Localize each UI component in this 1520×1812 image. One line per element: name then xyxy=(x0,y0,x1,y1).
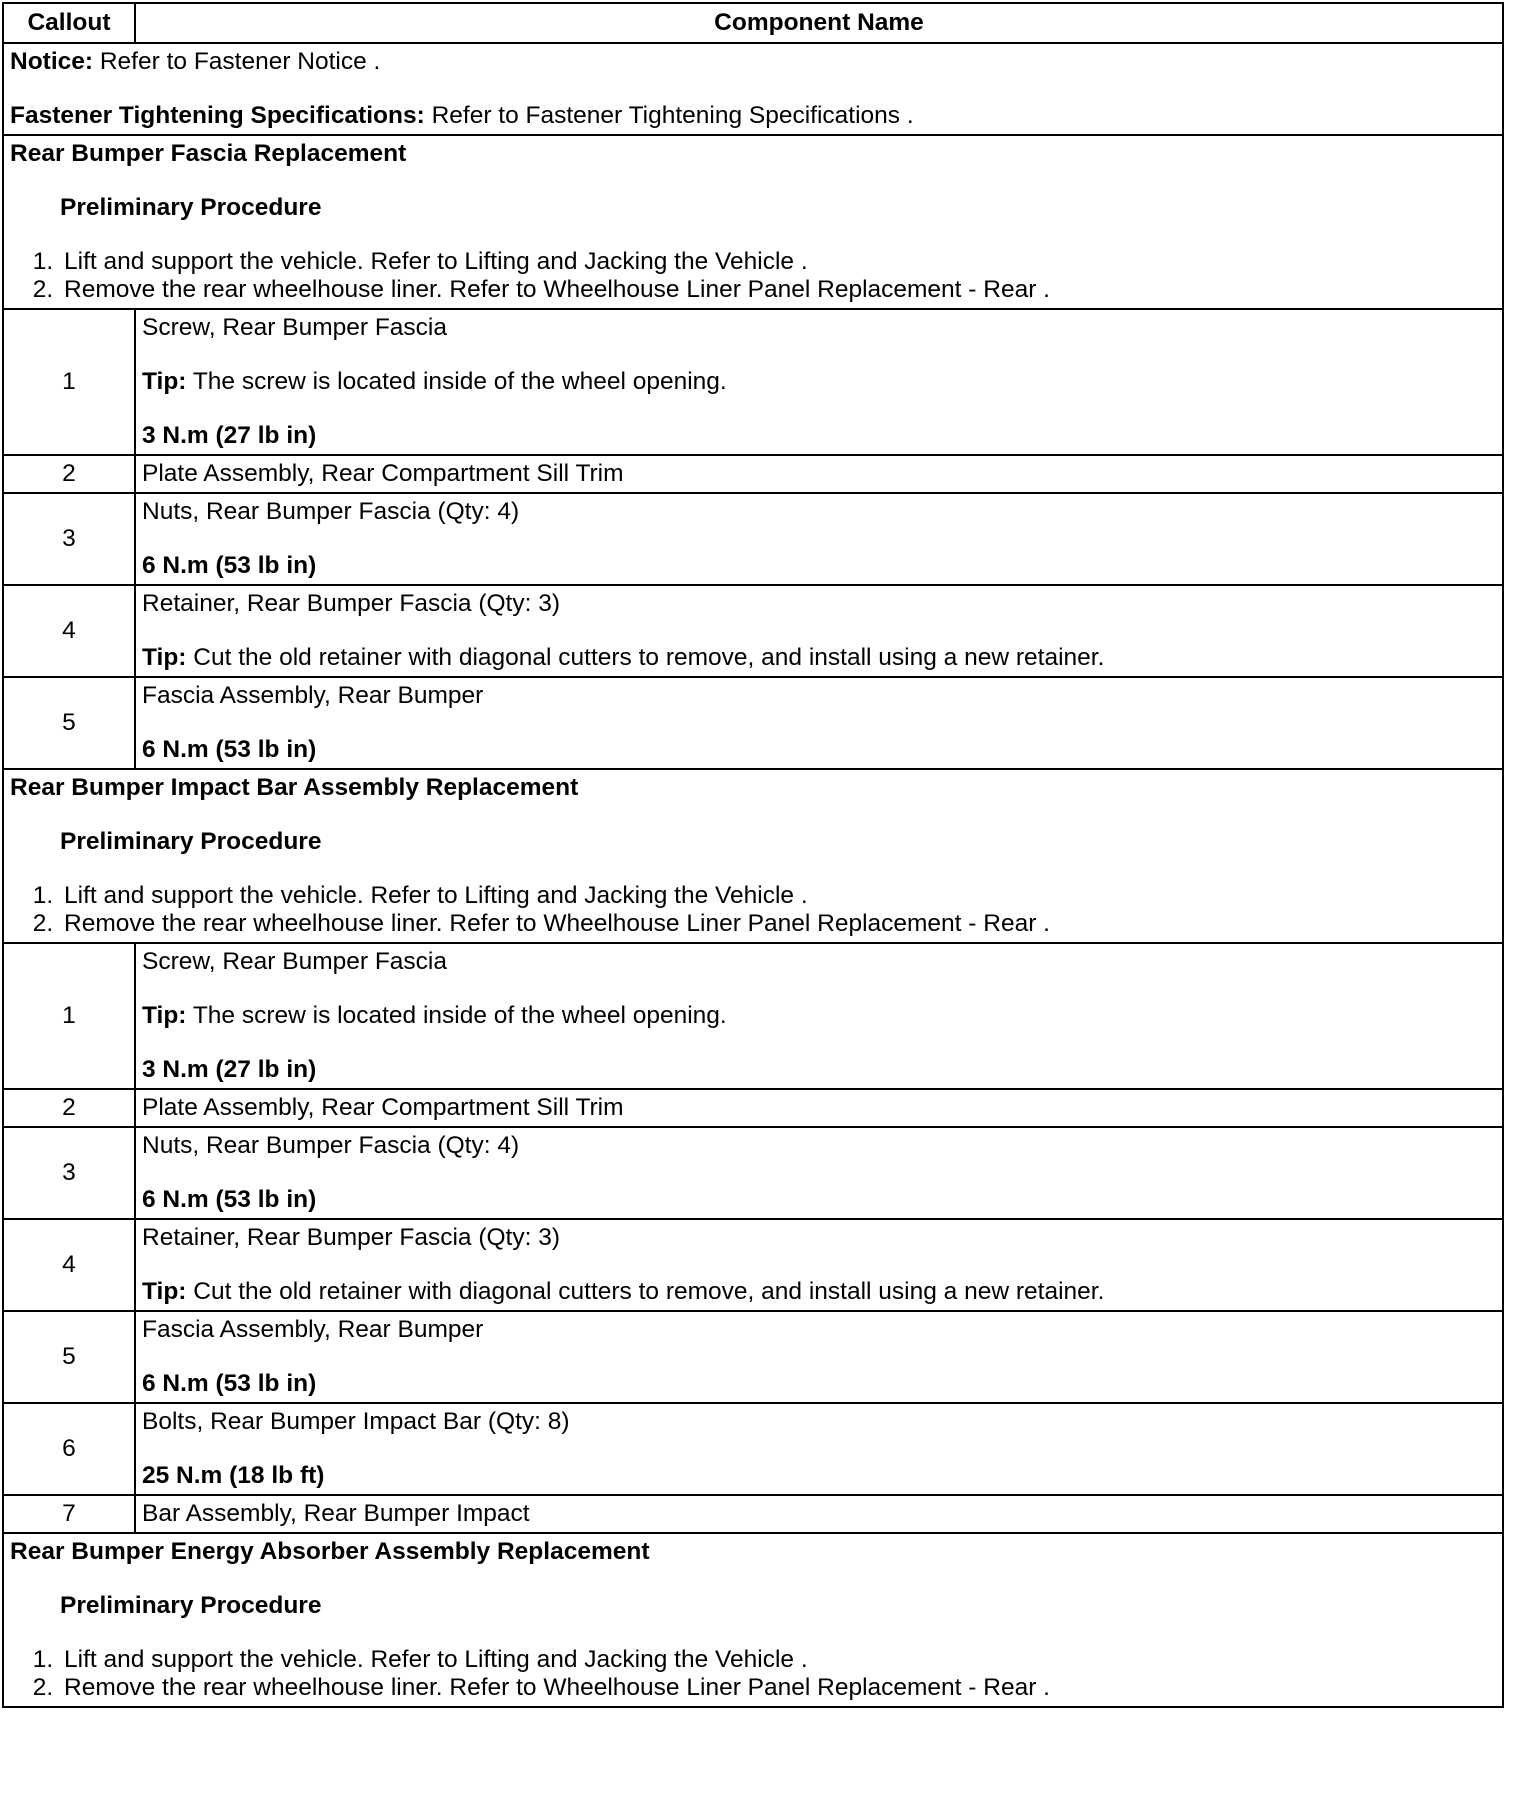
component-cell xyxy=(135,455,1503,493)
component-name: Bar Assembly, Rear Bumper Impact xyxy=(142,1500,530,1527)
tip-text: The screw is located inside of the wheel opening. xyxy=(192,1002,727,1029)
section-title: Rear Bumper Fascia Replacement xyxy=(10,140,407,167)
procedure-step: 2. Remove the rear wheelhouse liner. Refer to Wheelhouse Liner Panel Replacement - Rear . xyxy=(60,1674,1496,1702)
notice-label: Notice: xyxy=(10,48,94,75)
component-cell xyxy=(135,1089,1503,1127)
component-name: Plate Assembly, Rear Compartment Sill Trim xyxy=(142,1094,624,1121)
table-header-row xyxy=(3,3,1503,43)
procedure-step: 1. Lift and support the vehicle. Refer to Lifting and Jacking the Vehicle . xyxy=(60,1646,1496,1674)
document xyxy=(2,2,1502,1708)
component-name: Nuts, Rear Bumper Fascia (Qty: 4) xyxy=(142,498,520,525)
tip-text: The screw is located inside of the wheel opening. xyxy=(192,368,727,395)
component-cell xyxy=(135,585,1503,677)
tip-line xyxy=(142,1278,1496,1306)
table-row xyxy=(3,1089,1503,1127)
procedure-step: 1. Lift and support the vehicle. Refer to Lifting and Jacking the Vehicle . xyxy=(60,882,1496,910)
table-row xyxy=(3,585,1503,677)
section-header-cell xyxy=(3,135,1503,309)
callout-cell: 3 xyxy=(3,493,135,585)
preliminary-procedure-title: Preliminary Procedure xyxy=(60,194,322,221)
component-cell xyxy=(135,493,1503,585)
callout-header: Callout xyxy=(3,3,135,43)
callout-cell: 6 xyxy=(3,1403,135,1495)
notice-cell xyxy=(3,43,1503,135)
procedure-step: 2. Remove the rear wheelhouse liner. Refer to Wheelhouse Liner Panel Replacement - Rear . xyxy=(60,910,1496,938)
component-cell xyxy=(135,1311,1503,1403)
callout-cell: 2 xyxy=(3,455,135,493)
component-name: Plate Assembly, Rear Compartment Sill Trim xyxy=(142,460,624,487)
component-name: Fascia Assembly, Rear Bumper xyxy=(142,1316,484,1343)
callout-cell: 4 xyxy=(3,1219,135,1311)
callout-cell: 1 xyxy=(3,943,135,1089)
preliminary-procedure-title: Preliminary Procedure xyxy=(60,828,322,855)
callout-cell: 3 xyxy=(3,1127,135,1219)
torque-spec: 3 N.m (27 lb in) xyxy=(142,422,317,449)
torque-spec: 25 N.m (18 lb ft) xyxy=(142,1462,325,1489)
component-table xyxy=(2,2,1504,1708)
component-cell xyxy=(135,1495,1503,1533)
torque-spec: 6 N.m (53 lb in) xyxy=(142,1186,317,1213)
component-name: Retainer, Rear Bumper Fascia (Qty: 3) xyxy=(142,1224,561,1251)
procedure-steps xyxy=(10,1646,1496,1702)
section-title: Rear Bumper Energy Absorber Assembly Replacement xyxy=(10,1538,650,1565)
component-name: Bolts, Rear Bumper Impact Bar (Qty: 8) xyxy=(142,1408,570,1435)
component-name-header: Component Name xyxy=(135,3,1503,43)
section-header-row xyxy=(3,135,1503,309)
preliminary-procedure-title: Preliminary Procedure xyxy=(60,1592,322,1619)
spec-label: Fastener Tightening Specifications: xyxy=(10,102,425,129)
spec-line xyxy=(10,102,1496,130)
table-row xyxy=(3,455,1503,493)
procedure-step: 1. Lift and support the vehicle. Refer to Lifting and Jacking the Vehicle . xyxy=(60,248,1496,276)
tip-text: Cut the old retainer with diagonal cutters to remove, and install using a new retainer. xyxy=(193,644,1105,671)
torque-spec: 3 N.m (27 lb in) xyxy=(142,1056,317,1083)
tip-label: Tip: xyxy=(142,1278,187,1305)
notice-row xyxy=(3,43,1503,135)
component-cell xyxy=(135,943,1503,1089)
table-body xyxy=(3,43,1503,1707)
torque-spec: 6 N.m (53 lb in) xyxy=(142,1370,317,1397)
spec-text: Refer to Fastener Tightening Specifications . xyxy=(431,102,914,129)
table-row xyxy=(3,1495,1503,1533)
component-name: Fascia Assembly, Rear Bumper xyxy=(142,682,484,709)
tip-label: Tip: xyxy=(142,368,187,395)
section-header-row xyxy=(3,1533,1503,1707)
section-header-cell xyxy=(3,769,1503,943)
callout-cell: 5 xyxy=(3,677,135,769)
component-name: Screw, Rear Bumper Fascia xyxy=(142,314,447,341)
notice-line xyxy=(10,48,1496,76)
tip-text: Cut the old retainer with diagonal cutters to remove, and install using a new retainer. xyxy=(193,1278,1105,1305)
procedure-steps xyxy=(10,248,1496,304)
tip-label: Tip: xyxy=(142,1002,187,1029)
table-row xyxy=(3,1219,1503,1311)
component-cell xyxy=(135,1403,1503,1495)
table-row xyxy=(3,493,1503,585)
procedure-steps xyxy=(10,882,1496,938)
callout-cell: 5 xyxy=(3,1311,135,1403)
component-cell xyxy=(135,677,1503,769)
table-row xyxy=(3,677,1503,769)
table-row xyxy=(3,1403,1503,1495)
section-header-cell xyxy=(3,1533,1503,1707)
table-row xyxy=(3,1127,1503,1219)
torque-spec: 6 N.m (53 lb in) xyxy=(142,552,317,579)
section-header-row xyxy=(3,769,1503,943)
tip-line xyxy=(142,368,1496,396)
callout-cell: 2 xyxy=(3,1089,135,1127)
component-cell xyxy=(135,309,1503,455)
callout-cell: 4 xyxy=(3,585,135,677)
component-name: Nuts, Rear Bumper Fascia (Qty: 4) xyxy=(142,1132,520,1159)
tip-line xyxy=(142,1002,1496,1030)
component-cell xyxy=(135,1127,1503,1219)
torque-spec: 6 N.m (53 lb in) xyxy=(142,736,317,763)
table-row xyxy=(3,1311,1503,1403)
callout-cell: 1 xyxy=(3,309,135,455)
callout-cell: 7 xyxy=(3,1495,135,1533)
section-title: Rear Bumper Impact Bar Assembly Replacement xyxy=(10,774,579,801)
procedure-step: 2. Remove the rear wheelhouse liner. Refer to Wheelhouse Liner Panel Replacement - Rear . xyxy=(60,276,1496,304)
notice-text: Refer to Fastener Notice . xyxy=(99,48,381,75)
component-name: Screw, Rear Bumper Fascia xyxy=(142,948,447,975)
tip-label: Tip: xyxy=(142,644,187,671)
tip-line xyxy=(142,644,1496,672)
table-row xyxy=(3,309,1503,455)
component-cell xyxy=(135,1219,1503,1311)
component-name: Retainer, Rear Bumper Fascia (Qty: 3) xyxy=(142,590,561,617)
table-row xyxy=(3,943,1503,1089)
